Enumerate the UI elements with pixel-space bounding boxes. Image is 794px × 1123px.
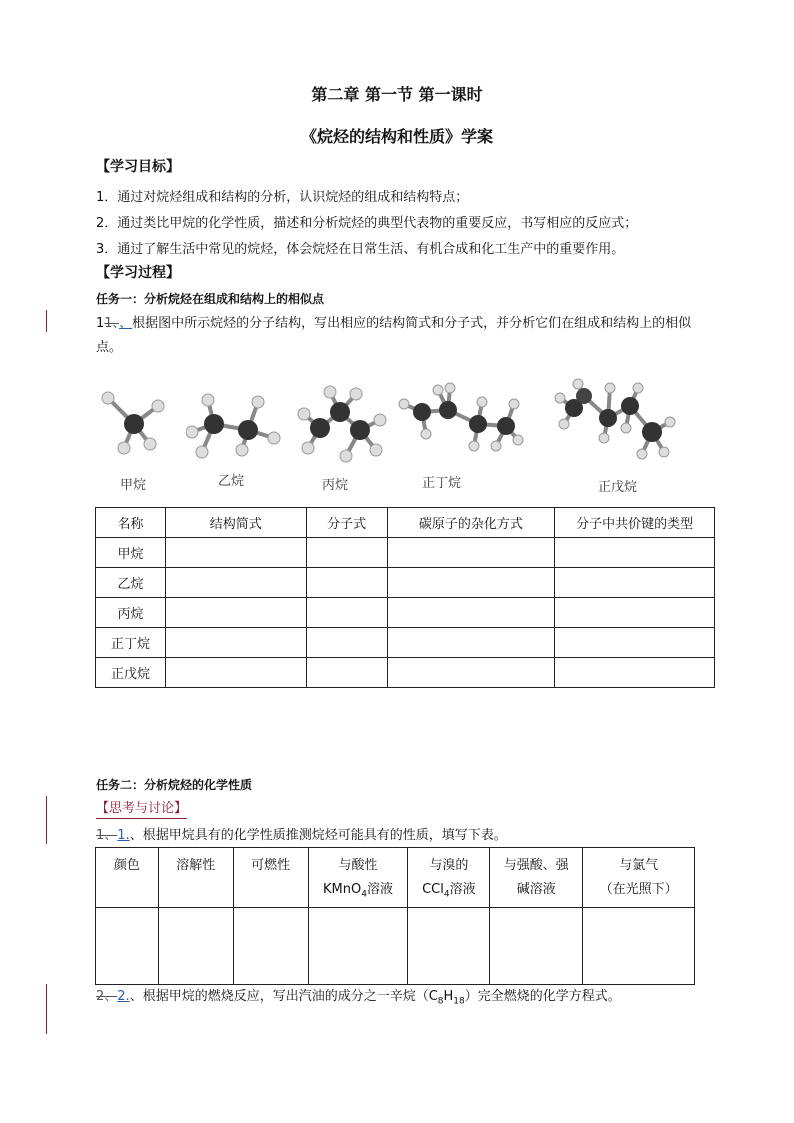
deleted-text: 1、 (96, 828, 118, 843)
header-combustibility: 可燃性 (233, 848, 308, 908)
blank-cell[interactable] (165, 658, 306, 688)
blank-cell[interactable] (387, 538, 555, 568)
task1-title: 任务一：分析烷烃在组成和结构上的相似点 (96, 292, 325, 306)
methane-model (96, 384, 174, 464)
question-number: 1 (96, 316, 105, 331)
blank-cell[interactable] (490, 907, 583, 984)
blank-cell[interactable] (387, 598, 555, 628)
property-table (95, 847, 695, 985)
lesson-title: 《烷烃的结构和性质》学案 (300, 127, 493, 146)
subscript: 18 (453, 996, 465, 1007)
question-text-b: H (443, 989, 454, 1004)
header-bond-type: 分子中共价键的类型 (555, 508, 715, 538)
header-kmno4: 与酸性 KMnO$_4$溶液 (308, 848, 408, 908)
row-name: 正丁烷 (96, 628, 166, 658)
revision-bar (46, 796, 47, 844)
header-chlorine: 与氯气 （在光照下） (583, 848, 695, 908)
blank-cell[interactable] (387, 568, 555, 598)
table-row (96, 628, 715, 658)
question-text-a: 根据甲烷的燃烧反应，写出汽油的成分之一辛烷（C (142, 989, 438, 1004)
objective-2: 2．通过类比甲烷的化学性质，描述和分析烷烃的典型代表物的重要反应，书写相应的反应式； (96, 216, 638, 231)
blank-cell[interactable] (96, 907, 159, 984)
pentane-model (554, 378, 682, 468)
table-row (96, 538, 715, 568)
separator: 、 (129, 989, 143, 1004)
objective-3: 3．通过了解生活中常见的烷烃，体会烷烃在日常生活、有机合成和化工生产中的重要作用。 (96, 242, 625, 257)
separator: 、 (129, 828, 143, 843)
inserted-text: 1. (117, 828, 130, 843)
task2-question-2 (96, 985, 716, 1014)
blank-cell[interactable] (306, 628, 387, 658)
blank-cell[interactable] (306, 598, 387, 628)
row-name: 正戊烷 (96, 658, 166, 688)
revision-bar (46, 310, 47, 332)
row-name: 乙烷 (96, 568, 166, 598)
table-row (96, 598, 715, 628)
blank-cell[interactable] (387, 658, 555, 688)
methane-label: 甲烷 (120, 478, 147, 493)
blank-cell[interactable] (306, 568, 387, 598)
propane-label: 丙烷 (322, 478, 349, 493)
table-header-row (96, 508, 715, 538)
blank-cell[interactable] (165, 538, 306, 568)
inserted-text: 、 (119, 316, 133, 331)
table-row (96, 658, 715, 688)
objectives-heading: 【学习目标】 (96, 159, 180, 175)
propane-model (296, 384, 388, 466)
blank-cell[interactable] (165, 568, 306, 598)
ethane-model (186, 390, 282, 462)
table-header-row (96, 848, 695, 908)
blank-cell[interactable] (165, 598, 306, 628)
question-text: 根据甲烷具有的化学性质推测烷烃可能具有的性质，填写下表。 (142, 828, 507, 843)
table-row (96, 568, 715, 598)
revision-bar (46, 984, 47, 1034)
pentane-label: 正戊烷 (598, 480, 638, 495)
subscript: 8 (437, 996, 444, 1007)
ethane-label: 乙烷 (218, 474, 245, 489)
process-heading: 【学习过程】 (96, 265, 180, 281)
blank-cell[interactable] (555, 568, 715, 598)
discussion-heading: 【思考与讨论】 (96, 800, 187, 819)
blank-cell[interactable] (555, 538, 715, 568)
blank-cell[interactable] (306, 658, 387, 688)
structure-table (95, 507, 715, 688)
objective-1: 1．通过对烷烃组成和结构的分析，认识烷烃的组成和结构特点； (96, 190, 469, 205)
blank-cell[interactable] (308, 907, 408, 984)
blank-cell[interactable] (387, 628, 555, 658)
question-text-c: ）完全燃烧的化学方程式。 (464, 989, 621, 1004)
deleted-text: 1、 (104, 316, 120, 331)
chapter-title: 第二章 第一节 第一课时 (311, 85, 483, 104)
task2-question-1 (96, 824, 716, 848)
blank-cell[interactable] (408, 907, 490, 984)
header-color: 颜色 (96, 848, 159, 908)
deleted-text: 2、 (96, 989, 118, 1004)
blank-cell[interactable] (555, 598, 715, 628)
inserted-text: 2. (117, 989, 130, 1004)
blank-cell[interactable] (158, 907, 233, 984)
row-name: 甲烷 (96, 538, 166, 568)
butane-model (396, 380, 524, 458)
header-name: 名称 (96, 508, 166, 538)
blank-cell[interactable] (555, 628, 715, 658)
blank-cell[interactable] (583, 907, 695, 984)
header-bromine: 与溴的 CCl$_4$溶液 (408, 848, 490, 908)
header-structure: 结构简式 (165, 508, 306, 538)
blank-cell[interactable] (306, 538, 387, 568)
table-row (96, 907, 695, 984)
butane-label: 正丁烷 (422, 476, 462, 491)
task1-question (96, 312, 716, 360)
row-name: 丙烷 (96, 598, 166, 628)
question-text: 根据图中所示烷烃的分子结构，写出相应的结构简式和分子式，并分析它们在组成和结构上的相似点。 (96, 316, 692, 355)
blank-cell[interactable] (165, 628, 306, 658)
task2-title: 任务二：分析烷烃的化学性质 (96, 778, 253, 792)
blank-cell[interactable] (555, 658, 715, 688)
blank-cell[interactable] (233, 907, 308, 984)
header-acid-base: 与强酸、强 碱溶液 (490, 848, 583, 908)
header-solubility: 溶解性 (158, 848, 233, 908)
header-formula: 分子式 (306, 508, 387, 538)
header-hybridization: 碳原子的杂化方式 (387, 508, 555, 538)
